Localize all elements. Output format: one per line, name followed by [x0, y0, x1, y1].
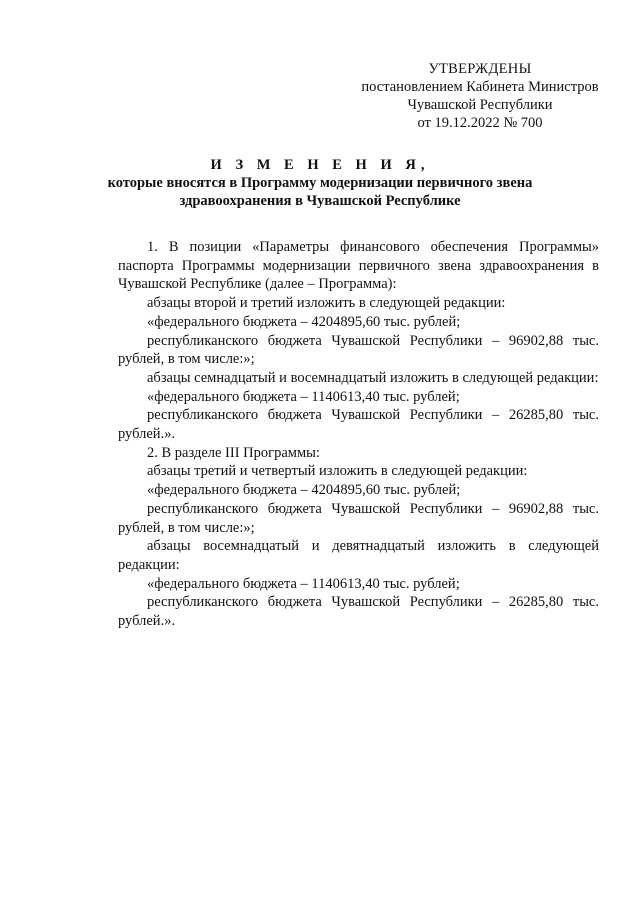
approval-line-2: Чувашской Республики [407, 97, 553, 113]
paragraph: абзацы второй и третий изложить в следующей редакции: [147, 295, 506, 312]
document-heading [90, 156, 550, 210]
paragraph: «федерального бюджета – 1140613,40 тыс. рублей; [147, 388, 460, 405]
approval-line-1: постановлением Кабинета Министров [361, 79, 599, 95]
approval-stamp [330, 60, 630, 132]
paragraph: абзацы третий и четвертый изложить в следующей редакции: [147, 463, 528, 480]
paragraph: абзацы восемнадцатый и девятнадцатый изложить в следующей редакции: [118, 538, 599, 573]
paragraph: «федерального бюджета – 1140613,40 тыс. рублей; [147, 575, 460, 592]
paragraph: абзацы семнадцатый и восемнадцатый изложить в следующей редакции: [147, 369, 599, 386]
document-subtitle-line-2: здравоохранения в Чувашской Республике [179, 193, 461, 209]
paragraph-item-1: 1. В позиции «Параметры финансового обеспечения Программы» паспорта Программы модернизации первичного звена здравоохранения в Чувашской Республике (далее – Программа): [118, 239, 599, 293]
paragraph: республиканского бюджета Чувашской Республики – 26285,80 тыс. рублей.». [118, 594, 599, 630]
document-subtitle-line-1: которые вносятся в Программу модернизации первичного звена [107, 175, 533, 191]
document-title: И З М Е Н Е Н И Я, [210, 157, 430, 173]
paragraph: «федерального бюджета – 4204895,60 тыс. рублей; [147, 313, 461, 330]
approval-title: УТВЕРЖДЕНЫ [428, 61, 532, 77]
paragraph: республиканского бюджета Чувашской Республики – 96902,88 тыс. рублей, в том числе:»; [118, 332, 599, 368]
paragraph: республиканского бюджета Чувашской Республики – 96902,88 тыс. рублей, в том числе:»; [118, 500, 599, 536]
approval-date-number: от 19.12.2022 № 700 [417, 115, 543, 131]
paragraph: республиканского бюджета Чувашской Республики – 26285,80 тыс. рублей.». [118, 407, 599, 443]
paragraph-item-2: 2. В разделе III Программы: [147, 444, 320, 461]
document-body [118, 238, 599, 631]
paragraph: «федерального бюджета – 4204895,60 тыс. рублей; [147, 482, 461, 499]
